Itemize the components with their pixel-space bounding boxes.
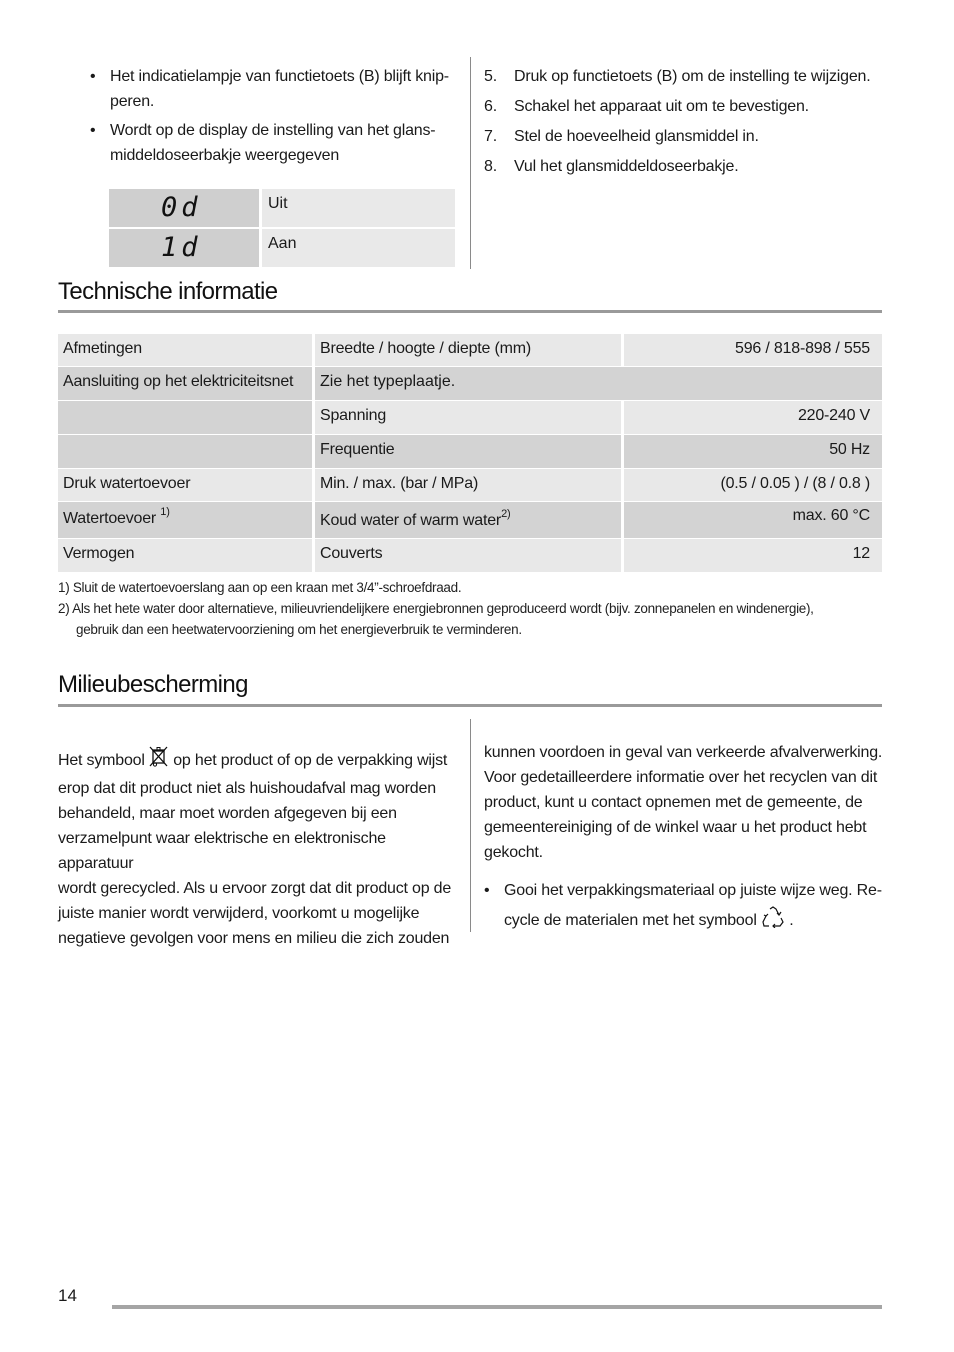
table-cell: max. 60 °C [624, 502, 882, 538]
table-cell: Frequentie [315, 435, 621, 468]
table-cell: Aansluiting op het elektriciteitsnet [58, 367, 312, 400]
environment-left-text: Het symbool op het product of op de verpakking wijst erop dat dit product niet als huishoudafval mag worden behandeld, maar moet worden afgegeven bij een verzamelpunt waar elektrische en elektronische apparatuur wordt gerecycled. Als u ervoor zorgt dat dit product op de juiste manier wordt verwijderd, voorkomt u mogelijke negatieve gevolgen voor mens en milieu die zich zouden [58, 746, 462, 951]
page-number: 14 [58, 1286, 77, 1305]
step-item: 5. Druk op functietoets (B) om de instelling te wijzigen. [484, 68, 871, 85]
table-row [58, 539, 882, 572]
section-title-technical: Technische informatie [58, 278, 278, 305]
table-cell [58, 401, 312, 434]
table-row [58, 469, 882, 501]
info-bullet: • Het indicatielampje van functietoets (B) blijft knip-peren. [90, 64, 455, 114]
table-cell: 596 / 818-898 / 555 [624, 334, 882, 366]
info-bullet: • Wordt op de display de instelling van het glans-middeldoseerbakje weergegeven [90, 118, 455, 168]
table-cell: Koud water of warm water$^{2)}$ [315, 502, 621, 538]
footnote-ref: 1) [160, 505, 170, 518]
top-right-column [484, 64, 884, 184]
section-rule [58, 310, 882, 313]
display-code: 1d [161, 232, 202, 263]
footer-rule [112, 1305, 882, 1309]
display-code: 0d [161, 192, 202, 223]
table-cell: Druk watertoevoer [58, 469, 312, 501]
display-code-table [109, 189, 455, 269]
table-cell: Min. / max. (bar / MPa) [315, 469, 621, 501]
footnote: gebruik dan een heetwatervoorziening om het energieverbruik te verminderen. [76, 622, 522, 637]
table-cell: Spanning [315, 401, 621, 434]
footnote-ref: 2) [501, 507, 511, 520]
table-cell: 12 [624, 539, 882, 572]
step-item: 7. Stel de hoeveelheid glansmiddel in. [484, 128, 759, 145]
function-key-label: B [661, 68, 673, 85]
column-divider [470, 719, 471, 932]
table-row [58, 367, 882, 400]
table-cell: 220-240 V [624, 401, 882, 434]
table-cell: Zie het typeplaatje. [315, 367, 882, 400]
table-cell: Vermogen [58, 539, 312, 572]
display-code-row [109, 229, 455, 267]
steps-list [484, 64, 884, 184]
table-cell [58, 435, 312, 468]
table-cell: Breedte / hoogte / diepte (mm) [315, 334, 621, 366]
function-key-label: B [363, 68, 375, 85]
section-title-environment: Milieubescherming [58, 671, 248, 698]
info-bullet-list [90, 64, 460, 168]
footnote: 2) Als het hete water door alternatieve, milieuvriendelijkere energiebronnen geproduceerd wordt (bijv. zonnepanelen en windenergie), [58, 601, 814, 616]
step-item: 6. Schakel het apparaat uit om te bevestigen. [484, 98, 809, 115]
table-cell: Couverts [315, 539, 621, 572]
section-rule [58, 704, 882, 707]
recycle-bullet: • Gooi het verpakkingsmateriaal op juiste wijze weg. Re- cycle de materialen met het symbool . [484, 878, 884, 936]
column-divider [470, 57, 471, 269]
footnote: 1) Sluit de watertoevoerslang aan op een kraan met 3/4”-schroefdraad. [58, 580, 462, 595]
recycle-icon [761, 906, 785, 936]
environment-right-text: kunnen voordoen in geval van verkeerde afvalverwerking. Voor gedetailleerdere informatie over het recyclen van dit product, kunt u contact opnemen met de gemeente, de gemeentereiniging of de winkel waar u het product hebt gekocht. • Gooi het verpakkingsmateriaal op juiste wijze weg. Re- cycle de materialen met het symbool . [484, 740, 884, 936]
table-cell: 50 Hz [624, 435, 882, 468]
display-code-row [109, 189, 455, 227]
table-cell: (0.5 / 0.05 ) / (8 / 0.8 ) [624, 469, 882, 501]
table-row [58, 334, 882, 366]
table-row [58, 435, 882, 468]
display-code-label: Uit [262, 189, 455, 227]
table-row [58, 502, 882, 538]
table-row [58, 401, 882, 434]
crossed-out-wheelie-bin-icon [149, 746, 169, 776]
table-cell: Watertoevoer $^{1)}$ [58, 502, 312, 538]
step-item: 8. Vul het glansmiddeldoseerbakje. [484, 158, 739, 175]
table-cell: Afmetingen [58, 334, 312, 366]
top-left-column [90, 64, 460, 172]
display-code-label: Aan [262, 229, 455, 267]
